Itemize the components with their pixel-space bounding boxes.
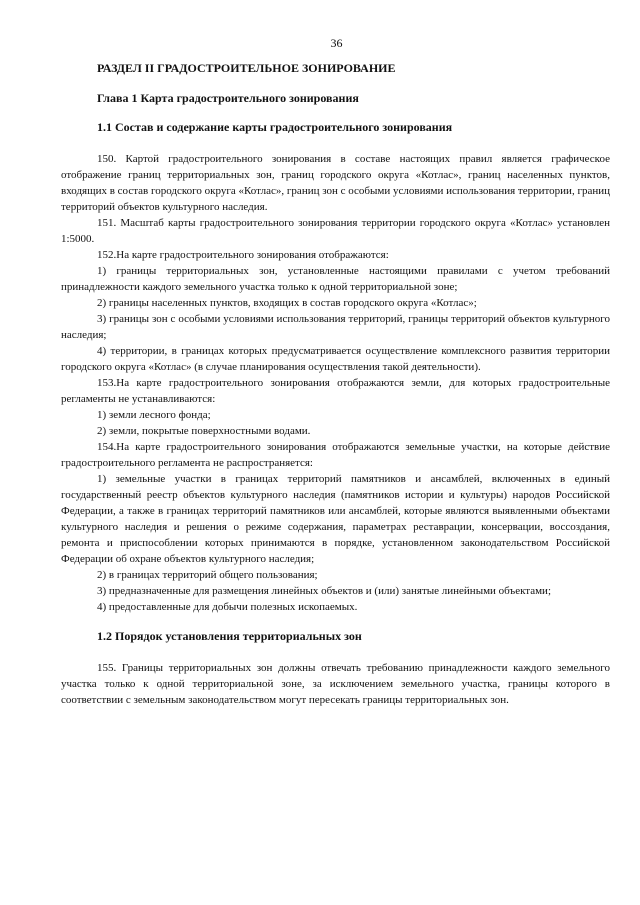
list-item-153-2: 2) земли, покрытые поверхностными водами. (97, 425, 311, 437)
list-item-152-2: 2) границы населенных пунктов, входящих в состав городского округа «Котлас»; (97, 297, 477, 309)
paragraph-153: 153.На карте градостроительного зонирования отображаются земли, для которых градостроительные регламенты не устанавливаются: (61, 377, 610, 405)
list-item-152-4: 4) территории, в границах которых предусматривается осуществление комплексного развития территории городского округа «Котлас» (в случае планирования осуществления такой деятельности). (61, 345, 610, 373)
list-item-153-1: 1) земли лесного фонда; (97, 409, 211, 421)
list-item-154-4: 4) предоставленные для добычи полезных ископаемых. (97, 601, 358, 613)
section-title: РАЗДЕЛ II ГРАДОСТРОИТЕЛЬНОЕ ЗОНИРОВАНИЕ (97, 61, 396, 75)
paragraph-154: 154.На карте градостроительного зонирования отображаются земельные участки, на которые действие градостроительного регламента не распространяется: (61, 441, 610, 469)
page-number: 36 (330, 36, 343, 50)
list-item-154-2: 2) в границах территорий общего пользования; (97, 569, 318, 581)
list-item-152-3: 3) границы зон с особыми условиями использования территорий, границы территорий объектов культурного наследия; (61, 313, 610, 341)
list-item-154-3: 3) предназначенные для размещения линейных объектов и (или) занятые линейными объектами; (97, 585, 551, 597)
page-content (61, 36, 610, 708)
paragraph-151: 151. Масштаб карты градостроительного зонирования территории городского округа «Котлас» установлен 1:5000. (61, 217, 610, 245)
subsection-title-1-1: 1.1 Состав и содержание карты градостроительного зонирования (97, 120, 453, 134)
subsection-title-1-2: 1.2 Порядок установления территориальных зон (97, 629, 362, 643)
paragraph-152: 152.На карте градостроительного зонирования отображаются: (97, 249, 389, 261)
paragraph-150: 150. Картой градостроительного зонирования в составе настоящих правил является графическое отображение границ территориальных зон, границ городского округа «Котлас», границ населенных пунктов, входящих в состав городского округа «Котлас», границ зон с особыми условиями использования территории, границ территорий объектов культурного наследия. (61, 153, 611, 213)
paragraph-155: 155. Границы территориальных зон должны отвечать требованию принадлежности каждого земельного участка только к одной территориальной зоне, за исключением земельного участка, границы которого в соответствии с земельным законодательством могут пересекать границы территориальных зон. (61, 662, 610, 706)
chapter-title: Глава 1 Карта градостроительного зонирования (97, 91, 359, 105)
list-item-154-1: 1) земельные участки в границах территорий памятников и ансамблей, включенных в единый государственный реестр объектов культурного наследия (памятников истории и культуры) народов Российской Федерации, а также в границах территорий памятников или ансамблей, которые являются выявленными объектами культурного наследия и решения о режиме содержания, параметрах реставрации, консервации, воссоздания, ремонта и приспособлении которых принимаются в порядке, установленном законодательством Российской Федерации об охране объектов культурного наследия; (61, 473, 610, 565)
list-item-152-1: 1) границы территориальных зон, установленные настоящими правилами с учетом требований принадлежности каждого земельного участка только к одной территориальной зоне; (61, 265, 610, 293)
